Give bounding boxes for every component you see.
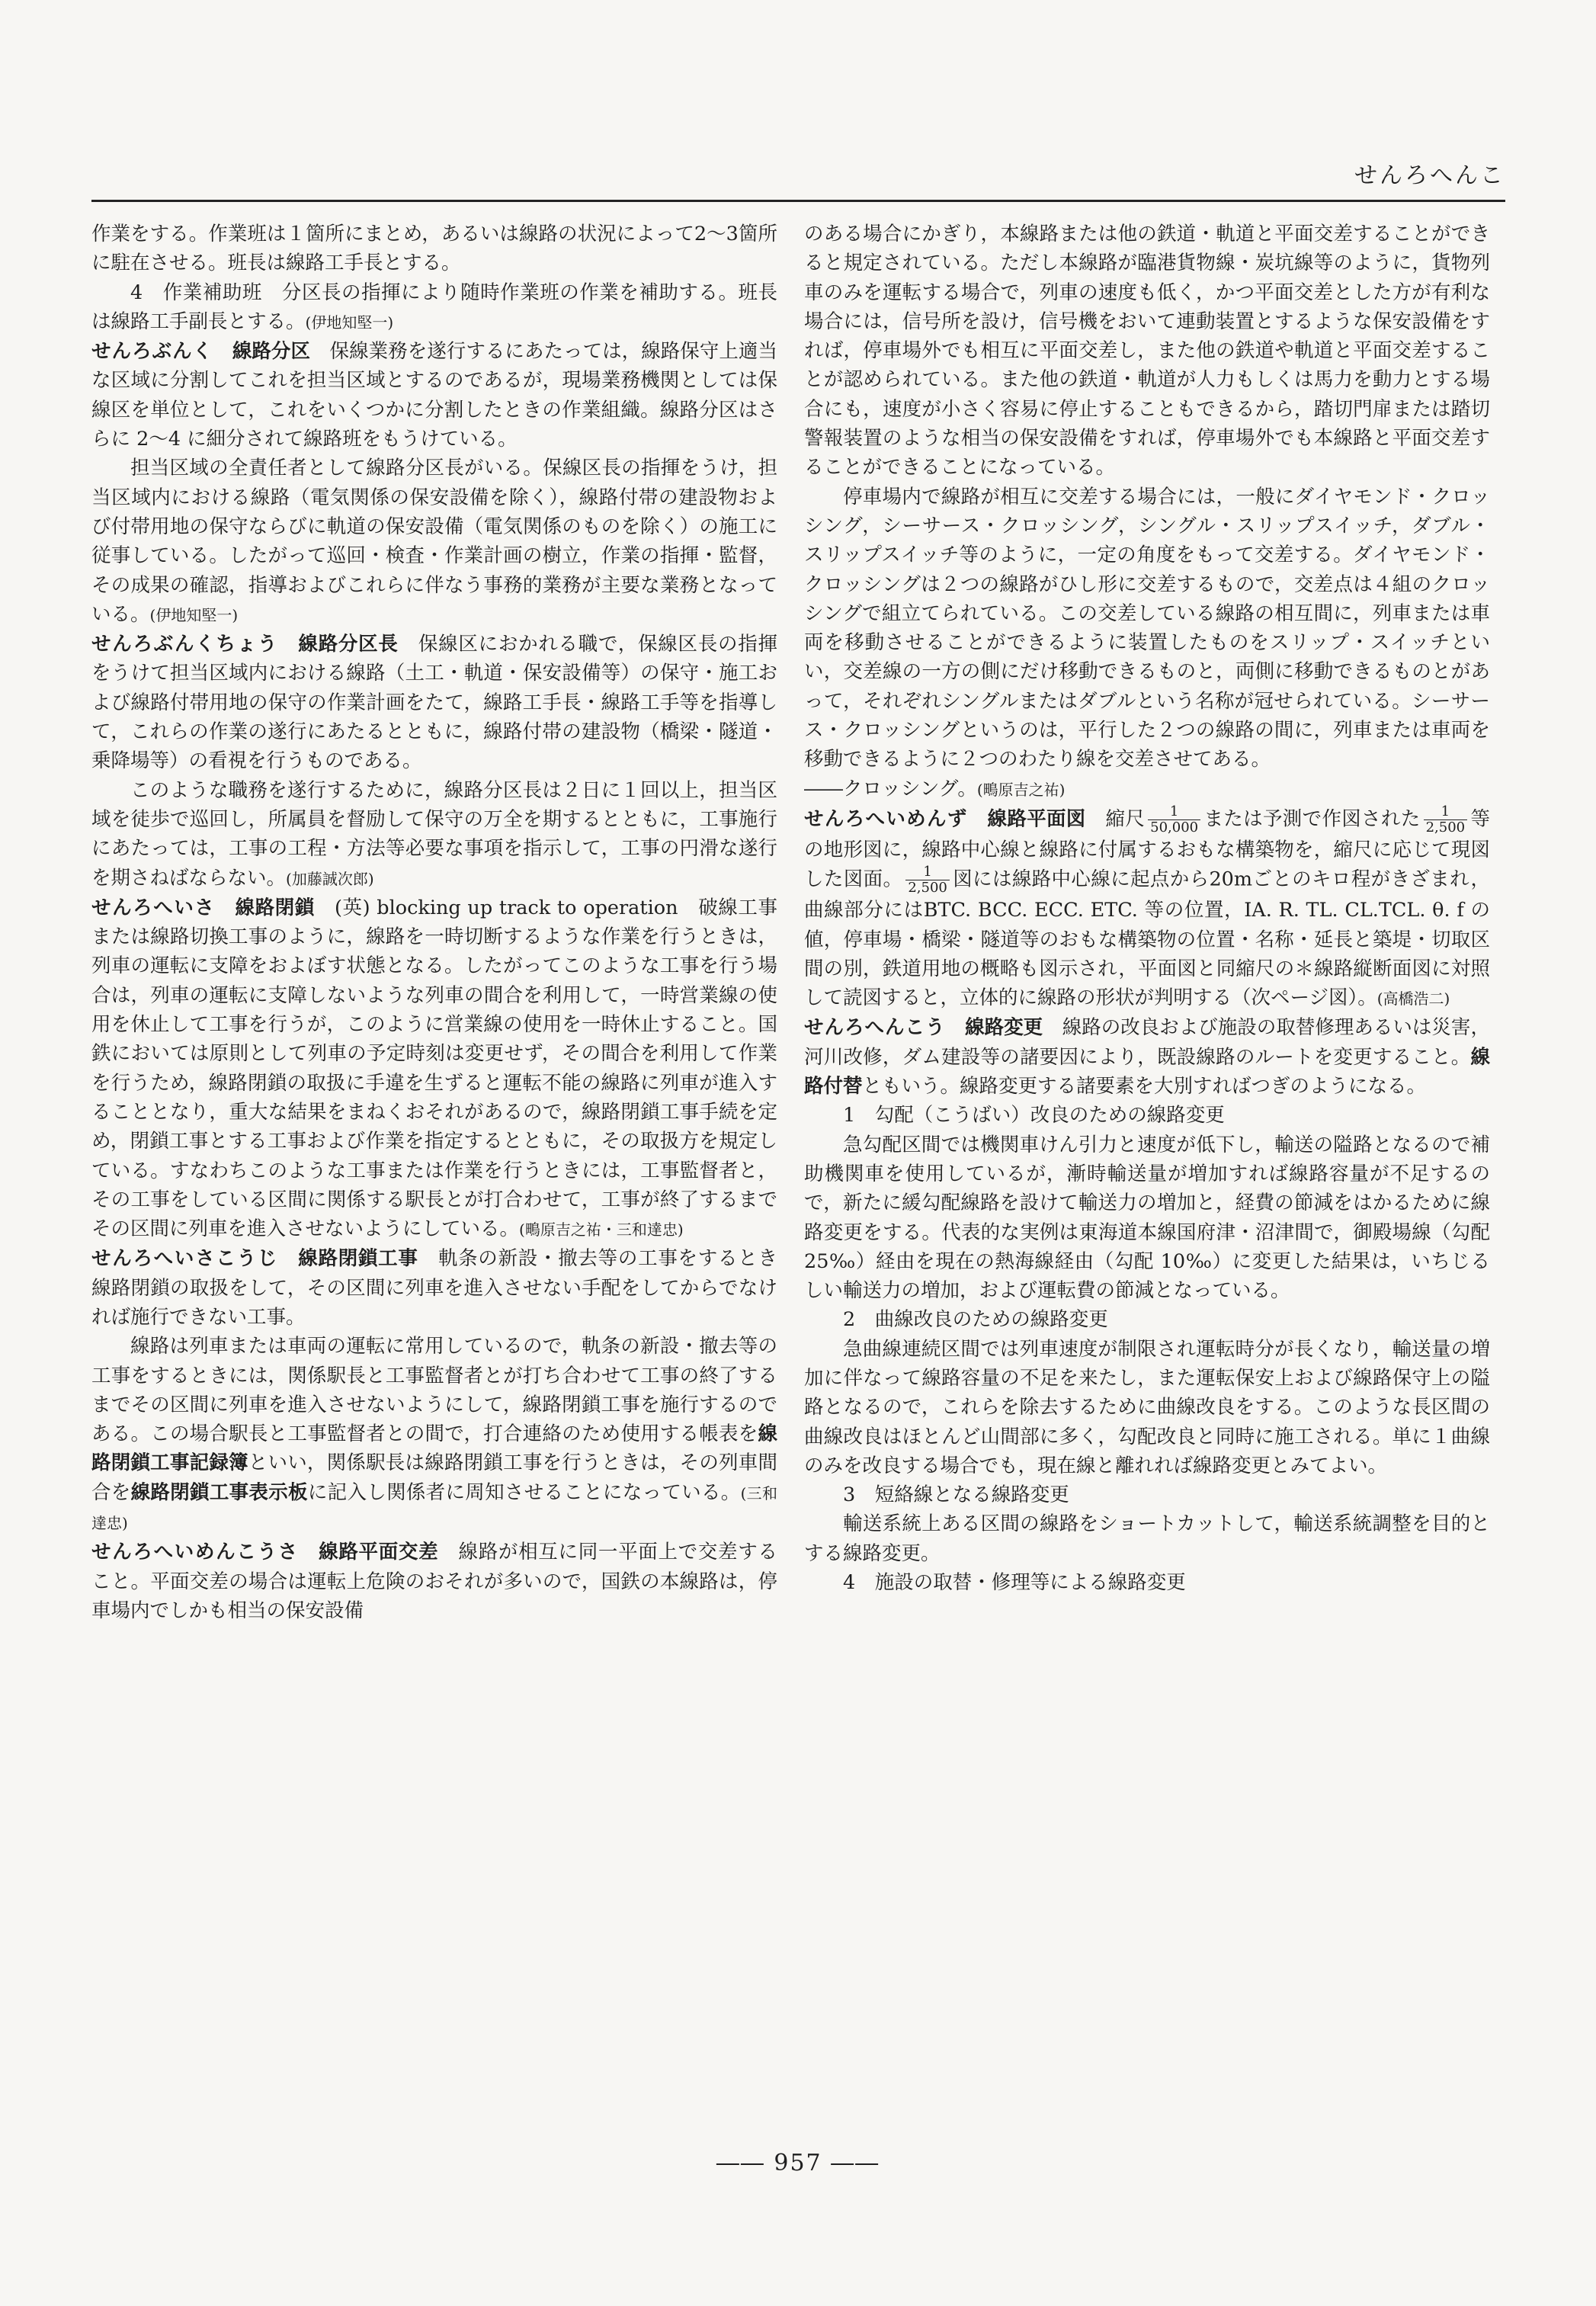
page-number: ―― 957 ―― (716, 2150, 880, 2176)
entry-text: 軌条の新設・撤去等の工事をするとき線路閉鎖の取扱をして，その区間に列車を進入させない手配をしてからでなければ施行できない工事。 (91, 1247, 777, 1329)
dictionary-entry (91, 630, 777, 775)
author-signature: (加藤誠次郎) (286, 869, 374, 888)
list-item-text: 急曲線連続区間では列車速度が制限され運転時分が長くなり，輸送量の増加に伴なって線路容量の不足を来たし，また運転保安上および線路保守上の隘路となるので，これらを除去するために曲線改良をする。このような長区間の曲線改良はほとんど山間部に多く，勾配改良と同時に施工される。単に１曲線のみを改良する場合でも，現在線と離れれば線路変更とみてよい。 (804, 1337, 1490, 1477)
list-item-heading: 1 勾配（こうばい）改良のための線路変更 (843, 1104, 1225, 1127)
right-column (804, 220, 1490, 1597)
entry-headword: 線路平面図 (987, 807, 1086, 831)
continued-paragraph: 作業をする。作業班は１箇所にまとめ，あるいは線路の状況によって2～3箇所に駐在させる。班長は線路工手長とする。 (91, 223, 777, 275)
dictionary-entry: せんろへいめんず 線路平面図 縮尺 $\frac{1}{50,000}$ または予測で作図された $\frac{1}{2,500}$ 等の地形図に，線路中心線と線路に付属するおもな構築物を，縮尺に応じて現図した図面。 $\frac{1}{2,500}$ 図には線路中心線に起点から20mごとのキロ程がきざまれ，曲線部分にはBTC. BCC. ECC. ETC. 等の位置，IA. R. TL. CL.TCL. θ. f の値，停車場・橋梁・隧道等のおもな構築物の位置・名称・延長と築堤・切取区間の別，鉄道用地の概略も図示され，平面図と同縮尺の＊線路縦断面図に対照して読図すると，立体的に線路の形状が判明する（次ページ図）。(高橋浩二) (804, 803, 1490, 1010)
scale-fraction: $\frac{1}{2,500}$ (905, 864, 950, 896)
entry-kana: せんろへいめんこうさ (91, 1541, 299, 1564)
scale-fraction: $\frac{1}{50,000}$ (1148, 804, 1200, 835)
list-item-heading: 2 曲線改良のための線路変更 (843, 1308, 1108, 1332)
continued-paragraph: のある場合にかぎり，本線路または他の鉄道・軌道と平面交差することができると規定されている。ただし本線路が臨港貨物線・炭坑線等のように，貨物列車のみを運転する場合で，列車の速度も低く，かつ平面交差とした方が有利な場合には，信号所を設け，信号機をおいて連動装置とするような保安設備をすれば，停車場外でも相互に平面交差し，また他の鉄道や軌道と平面交差することが認められている。また他の鉄道・軌道が人力もしくは馬力を動力とする場合にも，速度が小さく容易に停止することもできるから，踏切門扉または踏切警報装置のような相当の保安設備をすれば，停車場外でも本線路と平面交差することができることになっている。 (804, 223, 1490, 479)
entry-paragraph: 線路は列車または車両の運転に常用しているので，軌条の新設・撤去等の工事をするときには，関係駅長と工事監督者とが打ち合わせて工事の終了するまでその区間に列車を進入させないようにして，線路閉鎖工事を施行するのである。この場合駅長と工事監督者との間で，打合連絡のため使用する帳表を線路閉鎖工事記録簿といい，関係駅長は線路閉鎖工事を行うときは，その列車間合を線路閉鎖工事表示板に記入し関係者に周知させることになっている。(三和達忠) (91, 1335, 777, 1533)
list-item-text: 輸送系統上ある区間の線路をショートカットして，輸送系統調整を目的とする線路変更。 (804, 1512, 1490, 1565)
entry-text: 保線業務を遂行するにあたっては，線路保守上適当な区域に分割してこれを担当区域とするのであるが，現場業務機関としては保線区を単位として，これをいくつかに分割したときの作業組織。線路分区はさらに 2～4 に細分されて線路班をもうけている。 (91, 340, 777, 451)
entry-paragraph: このような職務を遂行するために，線路分区長は２日に１回以上，担当区域を徒歩で巡回し，所属員を督励して保守の万全を期するとともに，工事施行にあたっては，工事の工程・方法等必要な事項を指示して，工事の円滑な遂行を期さねばならない。(加藤誠次郎) (91, 778, 777, 890)
entry-text: 線路が相互に同一平面上で交差すること。平面交差の場合は運転上危険のおそれが多いので，国鉄の本線路は，停車場内でしかも相当の保安設備 (91, 1541, 777, 1622)
dictionary-entry (91, 1244, 777, 1332)
left-column (91, 220, 777, 1625)
list-item: 4 作業補助班 分区長の指揮により随時作業班の作業を補助する。班長は線路工手副長とする。(伊地知堅一) (91, 281, 777, 333)
entry-paragraph: 担当区域の全責任者として線路分区長がいる。保線区長の指揮をうけ，担当区域内における線路（電気関係の保安設備を除く），線路付帯の建設物および付帯用地の保守ならびに軌道の保安設備（電気関係のものを除く）の施工に従事している。したがって巡回・検査・作業計画の樹立，作業の指揮・監督，その成果の確認，指導およびこれらに伴なう事務的業務が主要な業務となっている。(伊地知堅一) (91, 457, 777, 626)
entry-kana: せんろへんこう (804, 1016, 946, 1040)
running-head: せんろへんこ (1354, 162, 1505, 189)
entry-headword: 線路平面交差 (319, 1541, 439, 1564)
author-signature: (三和達忠) (91, 1483, 777, 1533)
entry-headword: 線路閉鎖 (235, 896, 315, 919)
entry-text: 保線区におかれる職で，保線区長の指揮をうけて担当区域内における線路（土工・軌道・保安設備等）の保守・施工および線路付帯用地の保守の作業計画をたて，線路工手長・線路工手等を指導して，これらの作業の遂行にあたるとともに，線路付帯の建設物（橋梁・隧道・乗降場等）の看視を行うものである。 (91, 633, 777, 773)
entry-kana: せんろへいさ (91, 896, 216, 919)
entry-kana: せんろへいさこうじ (91, 1247, 279, 1271)
list-item-text: 急勾配区間では機関車けん引力と速度が低下し，輸送の隘路となるので補助機関車を使用しているが，漸時輸送量が増加すれば線路容量が不足するので，新たに緩勾配線路を設けて輸送力の増加と，経費の節減をはかるために線路変更をする。代表的な実例は東海道本線国府津・沼津間で，御殿場線（勾配 25‰）経由を現在の熱海線経由（勾配 10‰）に変更した結果は，いちじるしい輸送力の増加，および運転費の節減となっている。 (804, 1133, 1490, 1303)
entry-kana: せんろぶんくちょう (91, 633, 279, 656)
bold-term: 線路付替 (804, 1045, 1490, 1098)
entry-headword: 線路分区長 (298, 633, 399, 656)
dictionary-entry (91, 893, 777, 1245)
entry-kana: せんろへいめんず (804, 807, 968, 831)
entry-headword: 線路変更 (965, 1016, 1043, 1040)
entry-headword: 線路閉鎖工事 (298, 1247, 418, 1271)
cross-reference: ――クロッシング。 (804, 777, 977, 800)
author-signature: (伊地知堅一) (305, 313, 394, 332)
entry-kana: せんろぶんく (91, 340, 213, 364)
dictionary-entry (91, 1538, 777, 1625)
dictionary-entry (91, 337, 777, 454)
entry-headword: 線路分区 (232, 340, 310, 364)
list-item-heading: 3 短絡線となる線路変更 (843, 1483, 1069, 1507)
author-signature: (高橋浩二) (1376, 989, 1450, 1009)
entry-text: (英) blocking up track to operation 破線工事または線路切換工事のように，線路を一時切断するような作業を行うときは，列車の運転に支障をおよぼす状態となる。したがってこのような工事を行う場合は，列車の運転に支障しないような列車の間合を利用して，一時営業線の使用を休止して工事を行うが，このように営業線の使用を一時休止すること。国鉄においては原則として列車の予定時刻は変更せず，その間合を利用して作業を行うため，線路閉鎖の取扱に手違を生ずると運転不能の線路に列車が進入することとなり，重大な結果をまねくおそれがあるので，線路閉鎖工事手続を定め，閉鎖工事とする工事および作業を指定するとともに，その取扱方を規定している。すなわちこのような工事または作業を行うときには，工事監督者と，その工事をしている区間に関係する駅長とが打合わせて，工事が終了するまでその区間に列車を進入させないようにしている。 (91, 896, 777, 1241)
dictionary-entry: せんろへんこう 線路変更 線路の改良および施設の取替修理あるいは災害，河川改修，ダム建設等の諸要因により，既設線路のルートを変更すること。線路付替ともいう。線路変更する諸要素を大別すればつぎのようになる。 (804, 1016, 1490, 1098)
author-signature: (鴫原吉之祐・三和達忠) (519, 1220, 684, 1240)
bold-term: 線路閉鎖工事表示板 (130, 1480, 308, 1504)
scale-fraction: $\frac{1}{2,500}$ (1424, 804, 1468, 835)
list-item-heading: 4 施設の取替・修理等による線路変更 (843, 1571, 1186, 1595)
author-signature: (伊地知堅一) (149, 605, 239, 624)
bold-term: 線路閉鎖工事記録簿 (91, 1422, 777, 1475)
header-rule (91, 200, 1505, 202)
entry-paragraph: 停車場内で線路が相互に交差する場合には，一般にダイヤモンド・クロッシング，シーサース・クロッシング，シングル・スリップスイッチ，ダブル・スリップスイッチ等のように，一定の角度をもって交差する。ダイヤモンド・クロッシングは２つの線路がひし形に交差するもので，交差点は４組のクロッシングで組立てられている。この交差している線路の相互間に，列車または車両を移動させることができるように装置したものをスリップ・スイッチといい，交差線の一方の側にだけ移動できるものと，両側に移動できるものとがあって，それぞれシングルまたはダブルという名称が冠せられている。シーサース・クロッシングというのは，平行した２つの線路の間に，列車または車両を移動できるように２つのわたり線を交差させてある。 ――クロッシング。(鴫原吉之祐) (804, 485, 1490, 800)
author-signature: (鴫原吉之祐) (976, 780, 1066, 799)
